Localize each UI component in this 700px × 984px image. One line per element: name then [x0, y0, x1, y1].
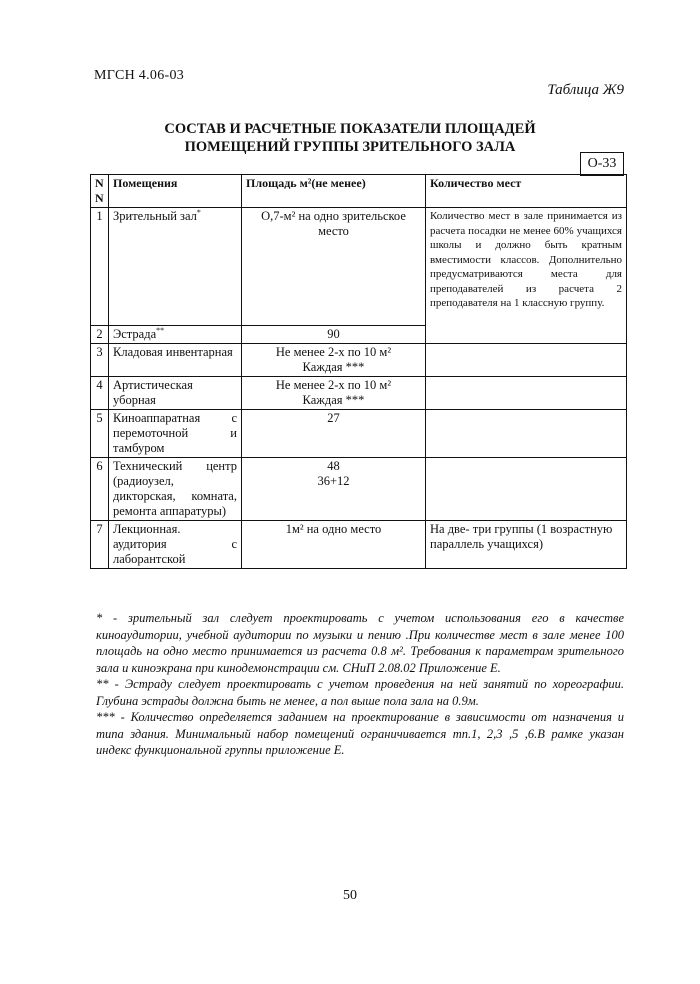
- table-row: [91, 521, 627, 569]
- row-number: 7: [91, 521, 109, 569]
- room-name: Технический центр (радиоузел, дикторская, комната, ремонта аппаратуры): [109, 458, 242, 521]
- seat-count: На две- три группы (1 возрастную параллель учащихся): [426, 521, 627, 569]
- row-number: 5: [91, 410, 109, 458]
- document-code: МГСН 4.06-03: [94, 68, 185, 83]
- seat-count: Количество мест в зале принимается из расчета посадки не менее 60% учащихся школы и должно быть кратным вместимости классов. Дополнительно предусматриваются места для преподавателей из расчета 2 преподавателя на 1 классную группу.: [426, 208, 627, 344]
- seat-count: [426, 410, 627, 458]
- col-header-rooms: Помещения: [109, 175, 242, 208]
- table-row: [91, 410, 627, 458]
- room-area: Не менее 2-х по 10 м² Каждая ***: [242, 344, 426, 377]
- room-area: Не менее 2-х по 10 м² Каждая ***: [242, 377, 426, 410]
- table-row: [91, 377, 627, 410]
- room-name: Лекционная. аудитория с лаборантской: [109, 521, 242, 569]
- table-row: [91, 458, 627, 521]
- col-header-area: Площадь м²(не менее): [242, 175, 426, 208]
- row-number: 4: [91, 377, 109, 410]
- room-area: 1м² на одно место: [242, 521, 426, 569]
- table-header-row: [91, 175, 627, 208]
- table-row: [91, 344, 627, 377]
- footnote-2: ** - Эстраду следует проектировать с учетом проведения на ней занятий по хореографии. Глубина эстрады должна быть не менее, а пол выше пола зала на 0.9м.: [96, 677, 624, 708]
- group-index-box: О-33: [580, 152, 624, 176]
- row-number: 6: [91, 458, 109, 521]
- row-number: 3: [91, 344, 109, 377]
- footnote-1: * - зрительный зал следует проектировать с учетом использования его в качестве киноаудитории, учебной аудитории по музыки и пению .При количестве мест в зале менее 100 площадь на одно место принимается из расчета 0.8 м². Требования к параметрам зрительного зала и киноэкрана при кинодемонстрации см. СНиП 2.08.02 Приложение Е.: [96, 611, 624, 675]
- seat-count: [426, 377, 627, 410]
- room-area: 48 36+12: [242, 458, 426, 521]
- footnotes: [96, 610, 624, 759]
- row-number: 2: [91, 326, 109, 344]
- row-number: 1: [91, 208, 109, 326]
- seat-count: [426, 458, 627, 521]
- room-area: О,7-м² на одно зрительское место: [242, 208, 426, 326]
- room-name: Киноаппаратная с перемоточной и тамбуром: [109, 410, 242, 458]
- title-line-2: ПОМЕЩЕНИЙ ГРУППЫ ЗРИТЕЛЬНОГО ЗАЛА: [184, 139, 516, 155]
- footnote-3: *** - Количество определяется заданием на проектирование в зависимости от назначения и типа здания. Минимальный набор помещений ограничивается тп.1, 2,3 ,5 ,6.В рамке указан индекс функциональной группы приложение Е.: [96, 710, 624, 757]
- seat-count: [426, 344, 627, 377]
- table-row: [91, 208, 627, 326]
- col-header-number: N N: [91, 175, 109, 208]
- table-title: [0, 120, 700, 156]
- room-name: Зрительный зал*: [109, 208, 242, 326]
- room-name: Кладовая инвентарная: [109, 344, 242, 377]
- page-number: 50: [343, 888, 357, 903]
- col-header-seats: Количество мест: [426, 175, 627, 208]
- title-line-1: СОСТАВ И РАСЧЕТНЫЕ ПОКАЗАТЕЛИ ПЛОЩАДЕЙ: [164, 121, 536, 137]
- rooms-table: [90, 174, 627, 569]
- room-name: Эстрада**: [109, 326, 242, 344]
- table-label: Таблица Ж9: [547, 82, 624, 98]
- room-name: Артистическая уборная: [109, 377, 242, 410]
- room-area: 27: [242, 410, 426, 458]
- room-area: 90: [242, 326, 426, 344]
